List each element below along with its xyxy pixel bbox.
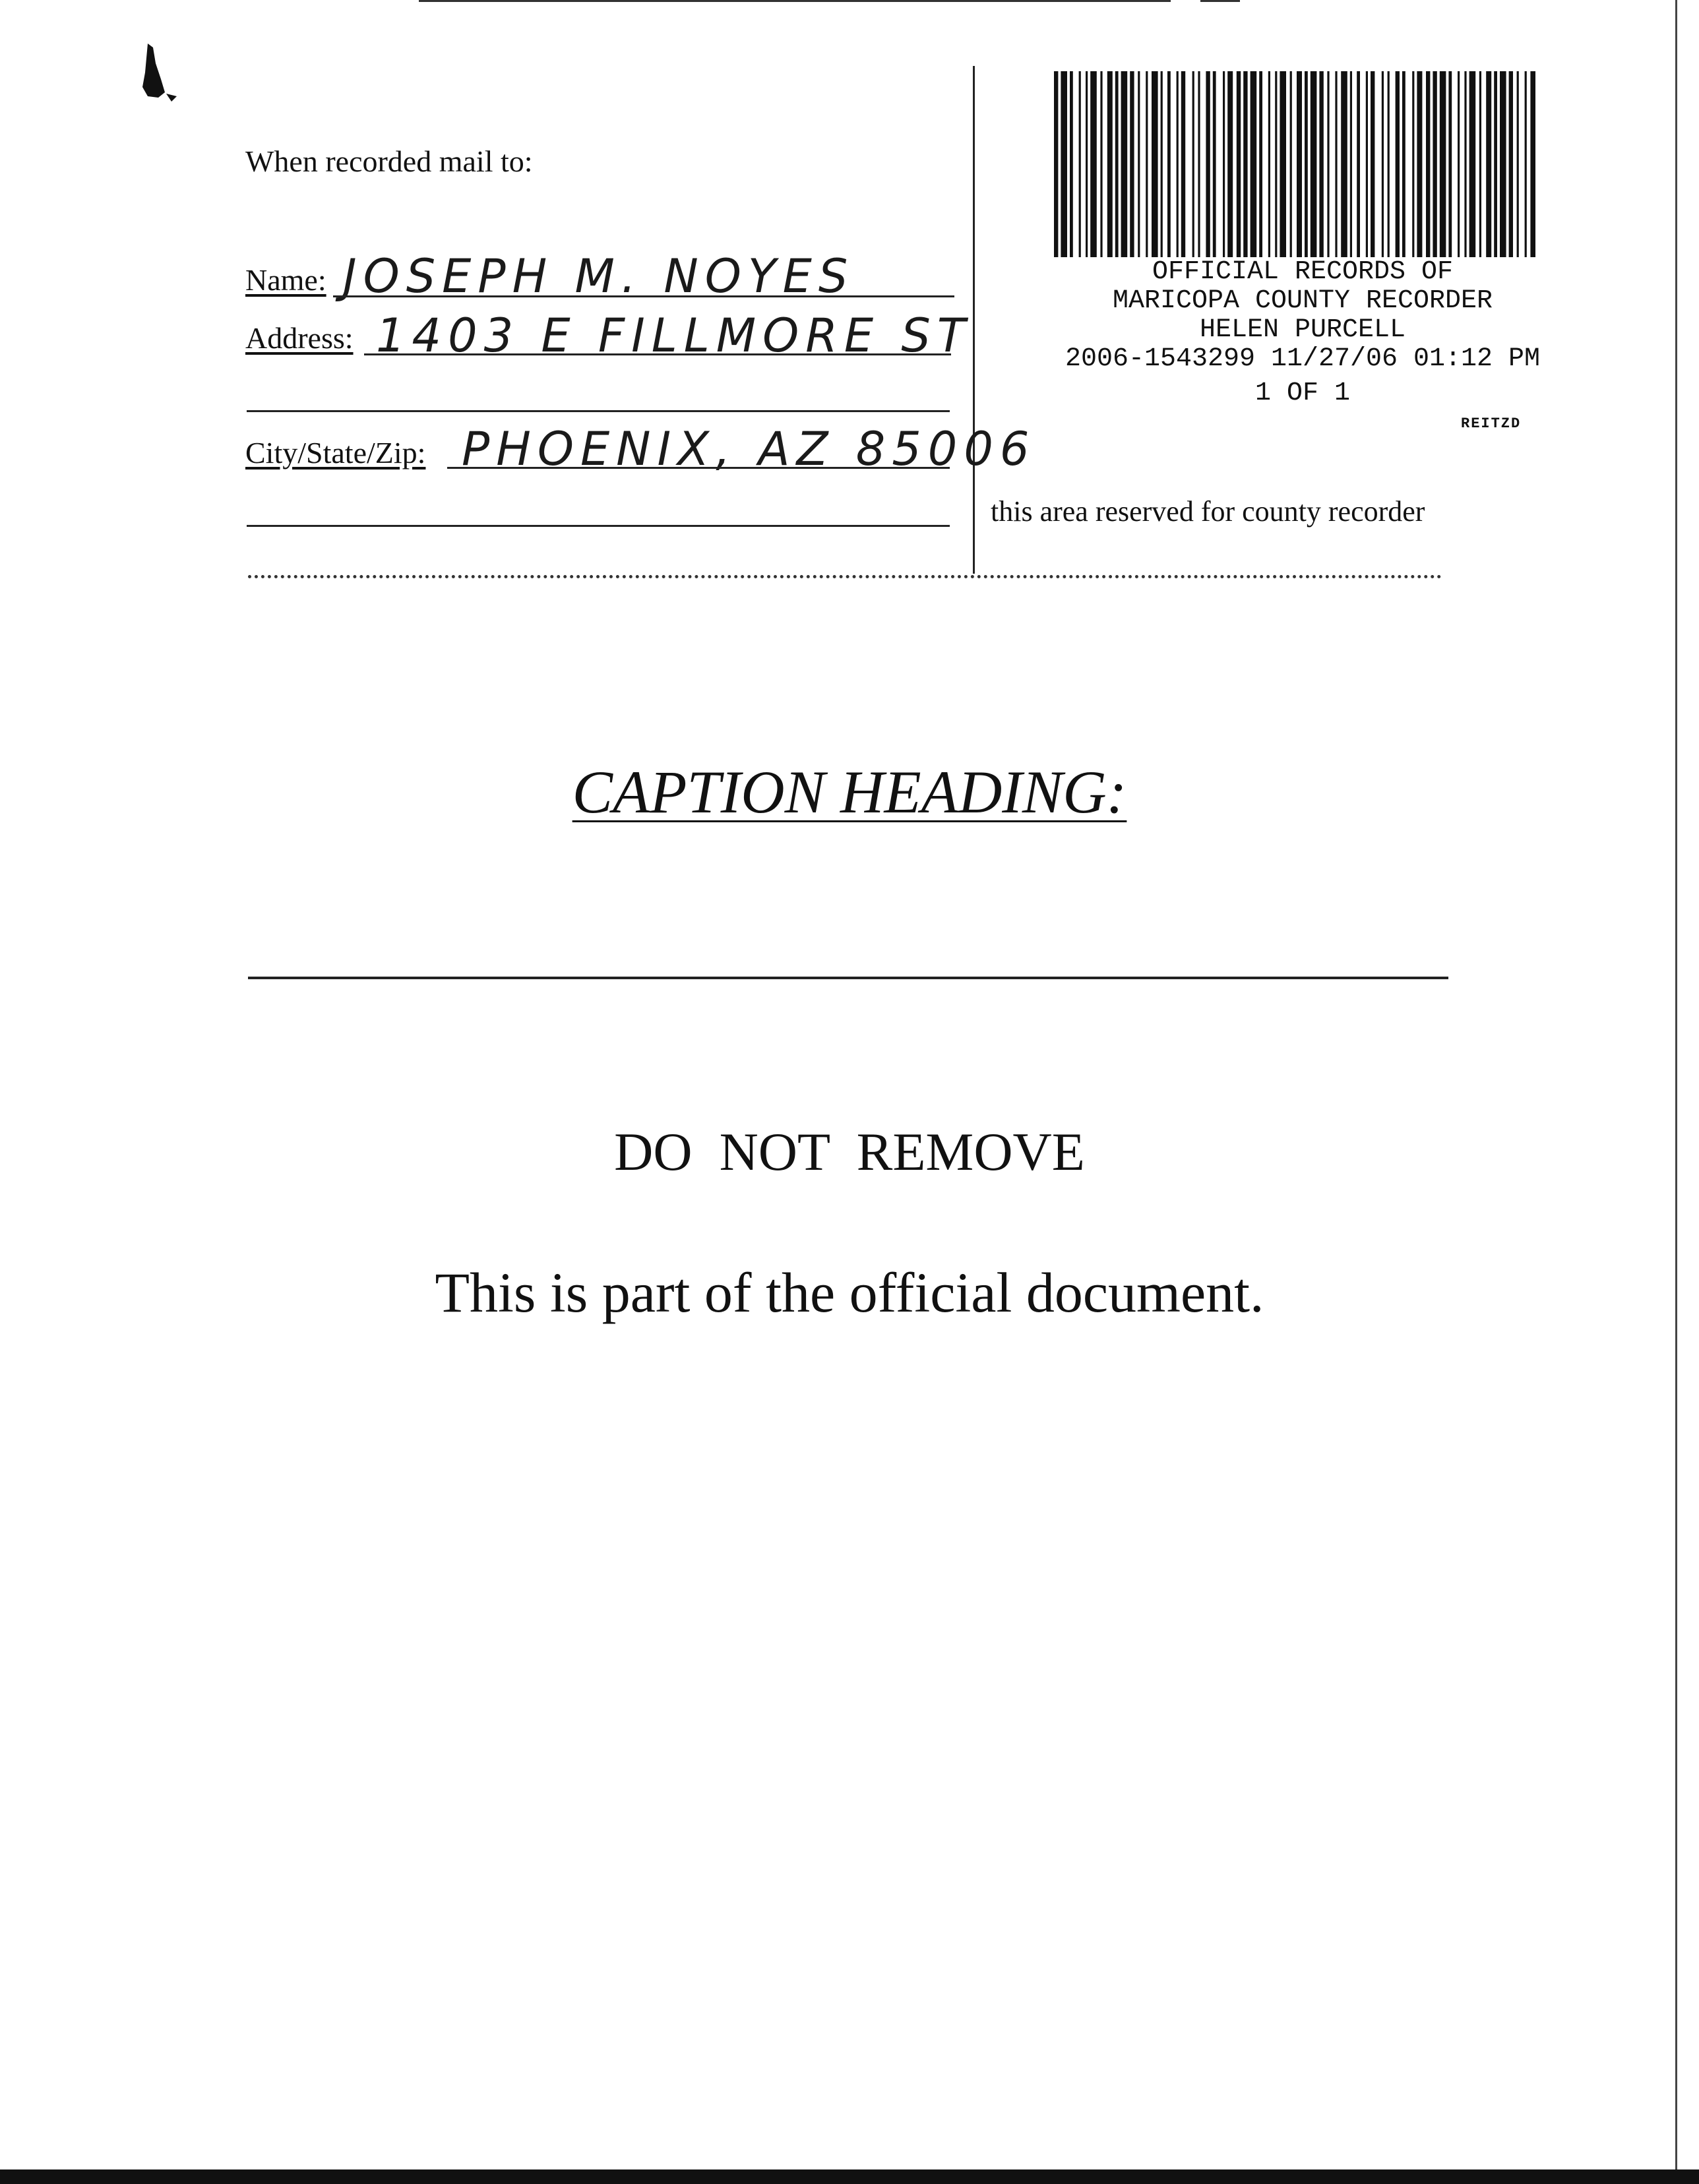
- address-line: [364, 353, 951, 355]
- address-label: Address:: [245, 321, 354, 355]
- address-handwritten-value: 1403 E FILLMORE ST: [376, 309, 972, 363]
- name-handwritten-value: JOSEPH M. NOYES: [343, 249, 855, 303]
- city-state-zip-handwritten-value: PHOENIX, AZ 85006: [462, 422, 1036, 476]
- scan-blot-mark: [139, 41, 185, 104]
- barcode-image: [1054, 71, 1535, 257]
- recorder-reserved-note: this area reserved for county recorder: [991, 495, 1425, 528]
- top-scan-mark: [1200, 0, 1240, 2]
- top-scan-line: [419, 0, 1171, 2]
- recorder-area-divider: [973, 66, 975, 574]
- caption-rule: [248, 977, 1448, 979]
- recorder-line-document-number: 2006-1543299 11/27/06 01:12 PM: [1065, 344, 1541, 374]
- name-line: [333, 295, 954, 297]
- recorder-line-page-count: 1 OF 1: [1254, 379, 1351, 408]
- caption-heading: CAPTION HEADING:: [572, 758, 1127, 826]
- right-scan-edge: [1675, 0, 1677, 2184]
- blank-address-line: [247, 410, 950, 412]
- bottom-scan-edge: [0, 2169, 1699, 2184]
- city-state-zip-line: [447, 467, 950, 469]
- name-label: Name:: [245, 263, 326, 297]
- recorder-line-recorder-name: HELEN PURCELL: [1199, 315, 1406, 345]
- blank-bottom-line: [247, 525, 950, 527]
- dotted-separator: [248, 575, 1442, 578]
- official-document-note: This is part of the official document.: [435, 1261, 1264, 1324]
- recorder-line-official-records: OFFICIAL RECORDS OF: [1152, 257, 1454, 287]
- do-not-remove-title: DO NOT REMOVE: [614, 1122, 1085, 1182]
- mail-to-heading: When recorded mail to:: [245, 144, 533, 178]
- recorder-clerk-code: REITZD: [1461, 415, 1522, 432]
- recorder-line-county: MARICOPA COUNTY RECORDER: [1112, 286, 1493, 316]
- city-state-zip-label: City/State/Zip:: [245, 436, 426, 470]
